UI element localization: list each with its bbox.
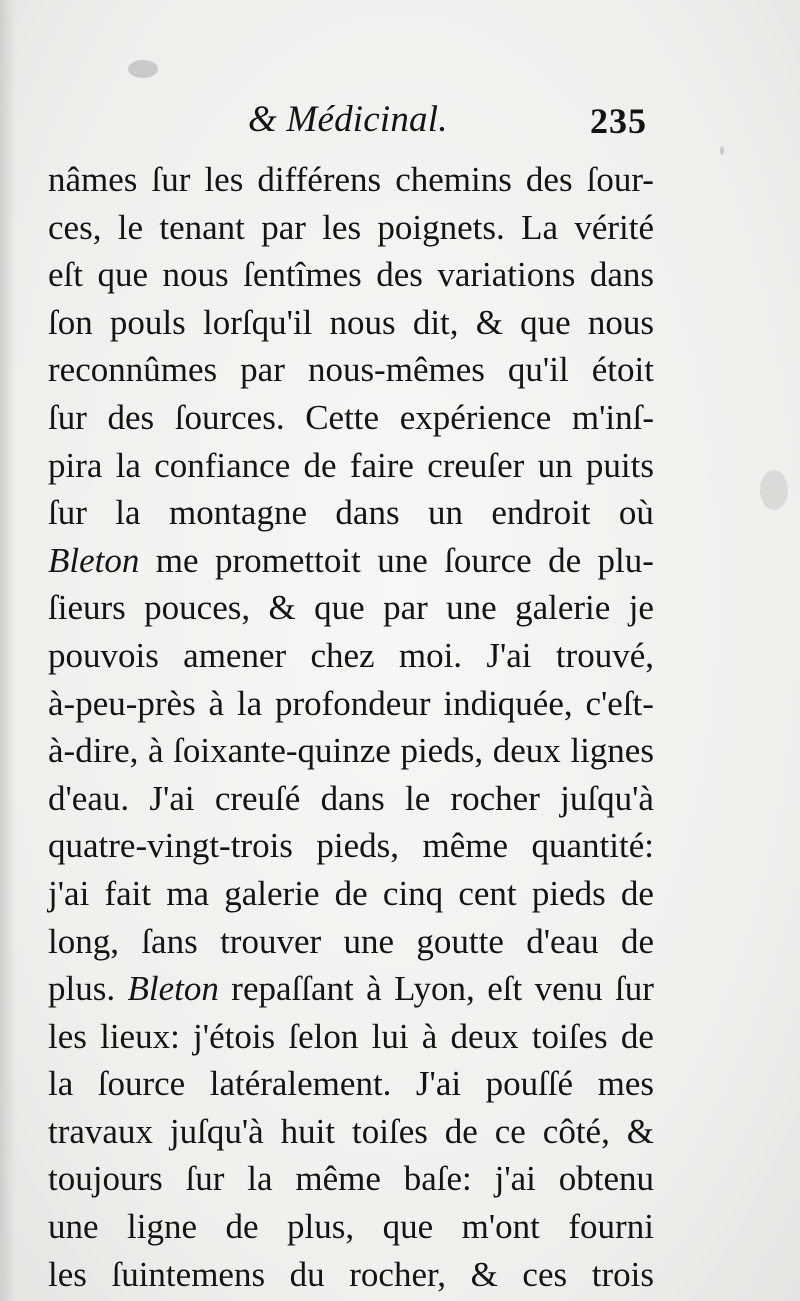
word: la (236, 683, 263, 723)
word: & (626, 1111, 654, 1151)
word: eſt (487, 969, 523, 1009)
text-line (48, 251, 654, 299)
word: pouſſé (485, 1064, 574, 1104)
word: trois (591, 1254, 654, 1294)
word: latéralement. (209, 1064, 392, 1104)
word: rocher (450, 778, 540, 818)
word: ſuintemens (111, 1254, 266, 1294)
word: par (383, 588, 428, 628)
word: nâmes (48, 160, 138, 199)
word: étoit (591, 350, 654, 390)
word: de (303, 445, 337, 485)
word: m'ont (461, 1207, 540, 1247)
word: long, (48, 921, 119, 961)
page-number: 235 (590, 101, 647, 141)
text-line (48, 965, 654, 1013)
word: poignets. (377, 207, 505, 247)
text-line (48, 822, 654, 870)
word: la (247, 1159, 273, 1199)
word: des (525, 160, 573, 199)
word: des (376, 255, 423, 295)
word: de (620, 1016, 654, 1056)
text-line (48, 1251, 654, 1299)
page-edge-shadow (0, 0, 16, 1301)
word: toiſes (352, 1111, 428, 1151)
paper-speck (128, 60, 158, 78)
word: ce (494, 1111, 526, 1151)
word: que (97, 255, 149, 295)
text-line (48, 156, 654, 204)
word: ſource (444, 540, 532, 580)
text-line (48, 775, 654, 823)
word: & (470, 1254, 498, 1294)
word: La (521, 207, 558, 247)
word: trouver (220, 921, 322, 961)
word: les (204, 160, 244, 199)
word: juſqu'à (169, 1111, 264, 1151)
word: faire (349, 445, 414, 485)
word: à-peu-près (48, 683, 196, 723)
body-text (48, 156, 654, 1298)
word: le (404, 778, 431, 818)
word: toujours (48, 1159, 163, 1199)
word: les (48, 1254, 87, 1294)
word: lui (371, 1016, 409, 1056)
word: fourni (568, 1207, 654, 1247)
word: pouvois (48, 635, 159, 675)
word: cent (458, 873, 517, 913)
word: quatre-vingt-trois (48, 826, 293, 866)
word: à (208, 683, 225, 723)
word: le (117, 207, 144, 247)
word: ſource (97, 1064, 186, 1104)
text-line (48, 632, 654, 680)
text-line (48, 346, 654, 394)
word: plus, (287, 1207, 355, 1247)
word: ſieurs (48, 588, 126, 628)
word: Bleton (127, 969, 219, 1009)
word: côté, (542, 1111, 610, 1151)
word: j'ai (48, 873, 90, 913)
word: J'ai (486, 635, 532, 675)
text-line (48, 727, 654, 775)
text-line (48, 442, 654, 490)
word: la (115, 493, 141, 533)
word: lorſqu'il (202, 302, 313, 342)
text-line (48, 584, 654, 632)
word: nous-mêmes (307, 350, 485, 390)
word: même (295, 1159, 381, 1199)
word: variations (437, 255, 576, 295)
word: pira (48, 445, 103, 485)
word: reconnûmes (48, 350, 218, 390)
word: pouls (109, 302, 186, 342)
word: une (48, 1207, 99, 1247)
word: ſon (48, 302, 93, 342)
word: des (107, 397, 155, 437)
text-line (48, 299, 654, 347)
text-line (48, 870, 654, 918)
word: de (444, 1111, 478, 1151)
word: c'eſt- (585, 683, 654, 723)
word: dans (335, 493, 400, 533)
text-line (48, 1108, 654, 1156)
word: & (475, 302, 503, 342)
word: un (537, 445, 573, 485)
word: lignes (570, 731, 654, 771)
word: puits (585, 445, 654, 485)
word: à (421, 1016, 438, 1056)
word: endroit (491, 493, 591, 533)
word: Bleton (48, 540, 140, 580)
word: de (548, 540, 582, 580)
word: je (628, 588, 654, 628)
word: obtenu (558, 1159, 654, 1199)
word: creuſer (427, 445, 525, 485)
text-line (48, 1155, 654, 1203)
text-line (48, 204, 654, 252)
word: la (48, 1064, 74, 1104)
word: galerie (224, 873, 320, 913)
word: mes (597, 1064, 654, 1104)
word: moi. (398, 635, 463, 675)
word: ſur (185, 1159, 225, 1199)
text-line (48, 1060, 654, 1108)
text-line (48, 489, 654, 537)
running-head: & Médicinal. (248, 99, 448, 140)
word: lieux: (100, 1016, 180, 1056)
word: une (377, 540, 428, 580)
word: de (334, 873, 368, 913)
word: à-dire, (48, 731, 139, 771)
word: les (322, 207, 362, 247)
word: qu'il (507, 350, 569, 390)
text-line (48, 537, 654, 585)
word: à (366, 969, 382, 1009)
word: ces, (48, 207, 102, 247)
word: Cette (305, 397, 380, 437)
word: par (240, 350, 285, 390)
word: pouces, (144, 588, 251, 628)
word: que (520, 302, 571, 342)
word: me (155, 540, 199, 580)
word: dans (320, 778, 385, 818)
word: cinq (382, 873, 444, 913)
text-line (48, 1013, 654, 1061)
word: que (382, 1207, 434, 1247)
word: une (343, 921, 395, 961)
word: de (225, 1207, 259, 1247)
word: goutte (416, 921, 504, 961)
word: quantité: (531, 826, 654, 866)
word: où (618, 493, 654, 533)
word: travaux (48, 1111, 153, 1151)
word: un (427, 493, 463, 533)
word: ſur (48, 493, 87, 533)
word: différens (257, 160, 382, 199)
word: ſoixante-quinze (173, 731, 391, 771)
word: J'ai (415, 1064, 462, 1104)
word: ſelon (288, 1016, 359, 1056)
word: huit (280, 1111, 336, 1151)
word: ma (166, 873, 210, 913)
word: tenant (159, 207, 245, 247)
word: la (115, 445, 141, 485)
word: dit, (412, 302, 459, 342)
word: expérience (399, 397, 552, 437)
text-line (48, 918, 654, 966)
word: promettoit (214, 540, 361, 580)
word: confiance (154, 445, 291, 485)
word: trouvé, (555, 635, 654, 675)
paper-speck (760, 470, 788, 510)
word: ſans (141, 921, 198, 961)
word: une (446, 588, 497, 628)
word: ſour- (586, 160, 654, 199)
text-line (48, 680, 654, 728)
word: amener (183, 635, 287, 675)
word: deux (450, 1016, 519, 1056)
word: ſentîmes (243, 255, 362, 295)
word: ces (522, 1254, 568, 1294)
word: fait (104, 873, 152, 913)
word: d'eau (526, 921, 599, 961)
word: rocher, (349, 1254, 446, 1294)
word: nous (587, 302, 654, 342)
word: montagne (168, 493, 307, 533)
word: indiquée, (443, 683, 573, 723)
word: même (422, 826, 509, 866)
word: juſqu'à (560, 778, 654, 818)
word: deux (492, 731, 561, 771)
word: plus. (48, 969, 116, 1009)
word: Lyon, (394, 969, 475, 1009)
word: d'eau. (48, 778, 130, 818)
word: ſur (151, 160, 191, 199)
word: j'étois (193, 1016, 276, 1056)
word: que (314, 588, 365, 628)
word: venu (534, 969, 603, 1009)
text-line (48, 1203, 654, 1251)
word: chemins (395, 160, 512, 199)
word: m'inſ- (571, 397, 654, 437)
word: de (620, 921, 654, 961)
word: par (261, 207, 306, 247)
word: eſt (48, 255, 83, 295)
word: toiſes (531, 1016, 608, 1056)
word: du (289, 1254, 325, 1294)
text-line (48, 394, 654, 442)
word: profondeur (275, 683, 431, 723)
word: nous (329, 302, 396, 342)
word: & (268, 588, 296, 628)
word: creuſé (214, 778, 301, 818)
word: galerie (515, 588, 611, 628)
word: J'ai (149, 778, 195, 818)
word: dans (589, 255, 654, 295)
page-header (0, 96, 800, 148)
word: ligne (127, 1207, 198, 1247)
word: plu- (597, 540, 654, 580)
word: repaſſant (231, 969, 354, 1009)
word: ſur (615, 969, 654, 1009)
word: de (620, 873, 654, 913)
word: pieds, (316, 826, 400, 866)
word: baſe: (403, 1159, 472, 1199)
word: pieds (531, 873, 606, 913)
word: pieds, (400, 731, 484, 771)
word: ſources. (174, 397, 285, 437)
word: nous (162, 255, 229, 295)
word: à (147, 731, 164, 771)
word: chez (310, 635, 375, 675)
word: j'ai (494, 1159, 536, 1199)
word: vérité (574, 207, 654, 247)
word: ſur (48, 397, 87, 437)
word: les (48, 1016, 87, 1056)
